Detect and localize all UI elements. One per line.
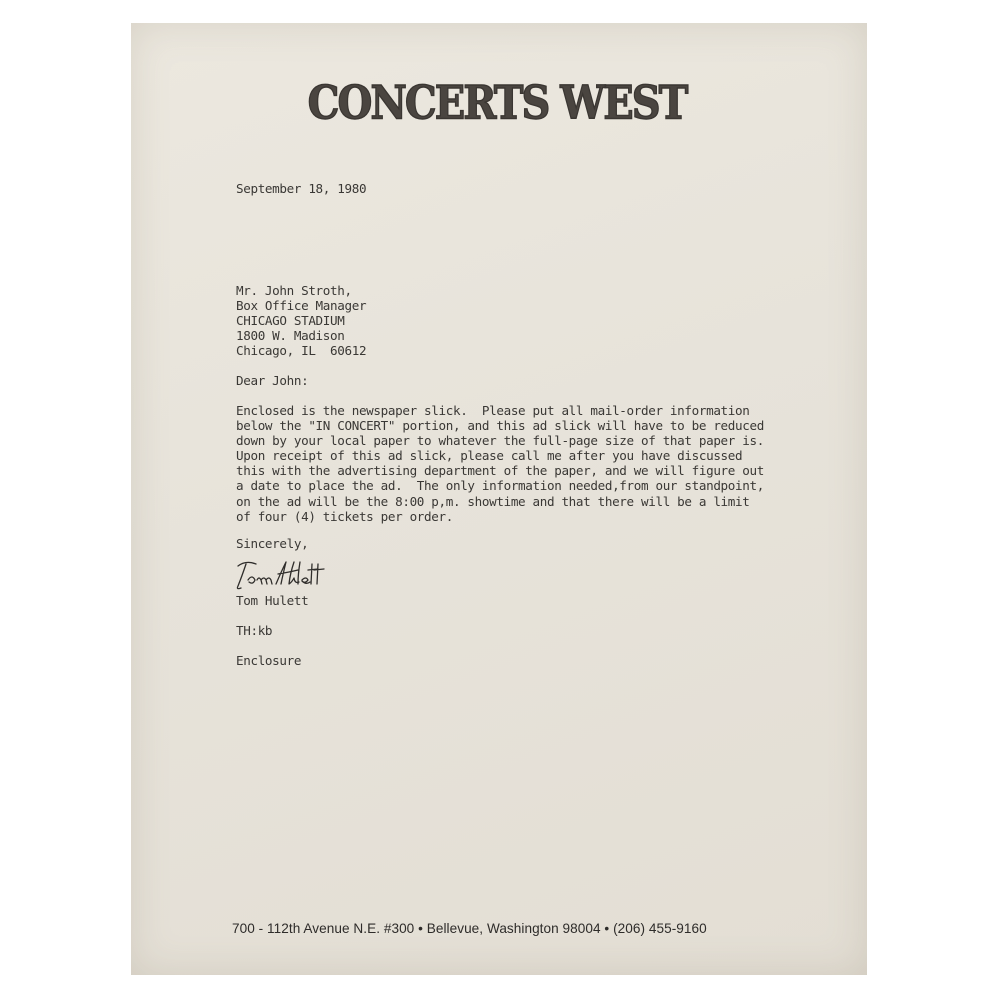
body-line: below the "IN CONCERT" portion, and this ad slick will have to be reduced: [236, 418, 764, 434]
body-line: a date to place the ad. The only information needed,from our standpoint,: [236, 478, 764, 494]
salutation: Dear John:: [236, 373, 309, 388]
address-line: CHICAGO STADIUM: [236, 313, 345, 329]
address-line: 1800 W. Madison: [236, 328, 345, 344]
letter-date: September 18, 1980: [236, 181, 367, 196]
body-line: this with the advertising department of the paper, and we will figure out: [236, 463, 764, 479]
address-line: Box Office Manager: [236, 298, 367, 314]
logo-text: CONCERTS WEST: [307, 76, 687, 131]
footer-address: 700 - 112th Avenue N.E. #300 • Bellevue, Washington 98004 • (206) 455-9160: [232, 921, 707, 936]
address-line: Chicago, IL 60612: [236, 343, 367, 359]
body-line: Upon receipt of this ad slick, please call me after you have discussed: [236, 448, 743, 464]
enclosure-note: Enclosure: [236, 653, 302, 668]
typist-initials: TH:kb: [236, 623, 273, 638]
recipient-address: [236, 283, 366, 358]
body-line: down by your local paper to whatever the full-page size of that paper is.: [236, 433, 764, 449]
letter-body: [236, 403, 764, 524]
concerts-west-logo-graphic: [307, 70, 687, 134]
concerts-west-logo: [307, 70, 687, 134]
body-line: on the ad will be the 8:00 p,m. showtime and that there will be a limit: [236, 493, 750, 509]
signature-graphic: [232, 558, 328, 592]
body-line: Enclosed is the newspaper slick. Please put all mail-order information: [236, 403, 750, 418]
closing: Sincerely,: [236, 536, 309, 551]
signer-name: Tom Hulett: [236, 593, 309, 608]
handwritten-signature: [232, 558, 328, 592]
address-line: Mr. John Stroth,: [236, 283, 352, 298]
body-line: of four (4) tickets per order.: [236, 508, 453, 524]
